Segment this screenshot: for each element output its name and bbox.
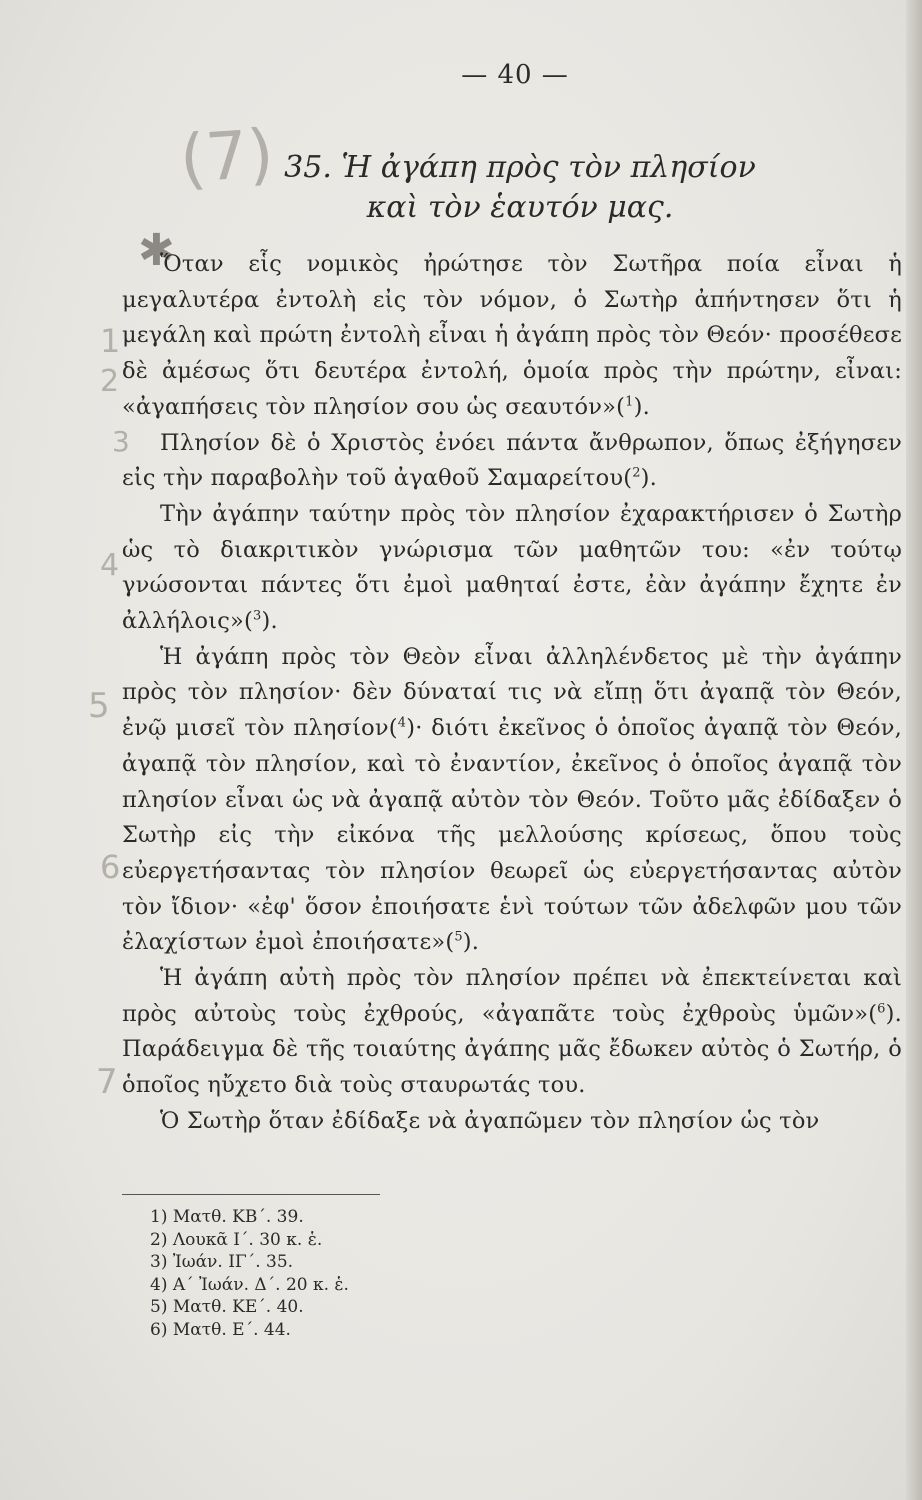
paragraph: Ἡ ἀγάπη πρὸς τὸν Θεὸν εἶναι ἀλληλένδετος μὲ τὴν ἀγάπην πρὸς τὸν πλησίον· δὲν δύναταί τις νὰ εἴπῃ ὅτι ἀγαπᾷ τὸν Θεόν, ἐνῷ μισεῖ τὸν πλησίον($^4$)· διότι ἐκεῖνος ὁ ὁποῖος ἀγαπᾷ τὸν Θεόν, ἀγαπᾷ τὸν πλησίον, καὶ τὸ ἐναντίον, ἐκεῖνος ὁ ὁποῖος ἀγαπᾷ τὸν πλησίον εἶναι ὡς νὰ ἀγαπᾷ αὐτὸν τὸν Θεόν. Τοῦτο μᾶς ἐδίδαξεν ὁ Σωτὴρ εἰς τὴν εἰκόνα τῆς μελλούσης κρίσεως, ὅπου τοὺς εὐεργετήσαντας τὸν πλησίον θεωρεῖ ὡς εὐεργετήσαντας αὐτὸν τὸν ἴδιον· «ἐφ' ὅσον ἐποιήσατε ἑνὶ τούτων τῶν ἀδελφῶν μου τῶν ἐλαχίστων ἐμοὶ ἐποιήσατε»($^5$).	[122, 643, 902, 956]
margin-note: 7	[96, 1062, 118, 1102]
footnote-ref: 5	[454, 929, 463, 945]
section-title-line-2: καὶ τὸν ἑαυτόν μας.	[366, 190, 674, 225]
paragraph-text: .	[270, 608, 278, 635]
footnote-item: 1) Ματθ. ΚΒ΄. 39.	[150, 1207, 304, 1227]
footnote-item: 3) Ἰωάν. ΙΓ΄. 35.	[150, 1252, 294, 1273]
footnote-ref: 2	[632, 465, 641, 481]
paragraph-text: Τὴν ἀγάπην ταύτην πρὸς τὸν πλησίον ἐχαρακτήρισεν ὁ Σωτὴρ ὡς τὸ διακριτικὸν γνώρισμα τῶν μαθητῶν του: «ἐν τούτῳ γνώσονται πάντες ὅτι ἐμοὶ μαθηταί ἐστε, ἐὰν ἀγάπην ἔχητε ἐν ἀλλήλοις»	[122, 500, 902, 635]
paragraph-text: · διότι ἐκεῖνος ὁ ὁποῖος ἀγαπᾷ τὸν Θεόν, ἀγαπᾷ τὸν πλησίον, καὶ τὸ ἐναντίον, ἐκεῖνος ὁ ὁποῖος ἀγαπᾷ τὸν πλησίον εἶναι ὡς νὰ ἀγαπᾷ αὐτὸν τὸν Θεόν. Τοῦτο μᾶς ἐδίδαξεν ὁ Σωτὴρ εἰς τὴν εἰκόνα τῆς μελλούσης κρίσεως, ὅπου τοὺς εὐεργετήσαντας τὸν πλησίον θεωρεῖ ὡς εὐεργετήσαντας αὐτὸν τὸν ἴδιον· «ἐφ' ὅσον ἐποιήσατε ἑνὶ τούτων τῶν ἀδελφῶν μου τῶν ἐλαχίστων ἐμοὶ ἐποιήσατε»	[122, 715, 902, 956]
page-number: — 40 —	[461, 60, 569, 90]
footnote-ref: 3	[252, 608, 262, 624]
paragraph: Ὅταν εἷς νομικὸς ἠρώτησε τὸν Σωτῆρα ποία εἶναι ἡ μεγαλυτέρα ἐντολὴ εἰς τὸν νόμον, ὁ Σωτὴρ ἀπήντησεν ὅτι ἡ μεγάλη καὶ πρώτη ἐντολὴ εἶναι ἡ ἀγάπη πρὸς τὸν Θεόν· προσέθεσε δὲ ἀμέσως ὅτι δευτέρα ἐντολή, ὁμοία πρὸς τὴν πρώτην, εἶναι: «ἀγαπήσεις τὸν πλησίον σου ὡς σεαυτόν»($^1$).	[122, 251, 902, 420]
paragraph: Ἡ ἀγάπη αὐτὴ πρὸς τὸν πλησίον πρέπει νὰ ἐπεκτείνεται καὶ πρὸς αὐτοὺς τοὺς ἐχθρούς, «ἀγαπᾶτε τοὺς ἐχθροὺς ὑμῶν»($^6$). Παράδειγμα δὲ τῆς τοιαύτης ἀγάπης μᾶς ἔδωκεν αὐτὸς ὁ Σωτήρ, ὁ ὁποῖος ηὔχετο διὰ τοὺς σταυρωτάς του.	[122, 965, 902, 1099]
body-text	[122, 247, 902, 1140]
paragraph-text: .	[649, 465, 658, 492]
margin-note: 3	[112, 425, 130, 458]
paragraph-text: .	[642, 393, 650, 420]
page-edge	[906, 0, 922, 1500]
paragraph: Πλησίον δὲ ὁ Χριστὸς ἐνόει πάντα ἄνθρωπον, ὅπως ἐξήγησεν εἰς τὴν παραβολὴν τοῦ ἀγαθοῦ Σαμαρείτου($^2$).	[122, 429, 902, 492]
footnote-ref: 6	[877, 1001, 886, 1017]
footnote-item: 6) Ματθ. Ε΄. 44.	[150, 1319, 291, 1340]
paragraph-text: Πλησίον δὲ ὁ Χριστὸς ἐνόει πάντα ἄνθρωπον, ὅπως ἐξήγησεν εἰς τὴν παραβολὴν τοῦ ἀγαθοῦ Σαμαρείτου	[122, 429, 902, 492]
paragraph	[122, 1104, 902, 1140]
footnote-item: 2) Λουκᾶ Ι΄. 30 κ. ἑ.	[150, 1229, 323, 1250]
margin-note: 5	[88, 686, 110, 726]
footnotes	[150, 1206, 349, 1342]
margin-note: 4	[100, 548, 120, 583]
footnote-item: 4) Α΄ Ἰωάν. Δ΄. 20 κ. ἑ.	[150, 1274, 349, 1295]
paragraph-text: . Παράδειγμα δὲ τῆς τοιαύτης ἀγάπης μᾶς ἔδωκεν αὐτὸς ὁ Σωτήρ, ὁ ὁποῖος ηὔχετο διὰ τοὺς σταυρωτάς του.	[122, 1000, 902, 1099]
paragraph: Τὴν ἀγάπην ταύτην πρὸς τὸν πλησίον ἐχαρακτήρισεν ὁ Σωτὴρ ὡς τὸ διακριτικὸν γνώρισμα τῶν μαθητῶν του: «ἐν τούτῳ γνώσονται πάντες ὅτι ἐμοὶ μαθηταί ἐστε, ἐὰν ἀγάπην ἔχητε ἐν ἀλλήλοις»($^3$).	[122, 500, 902, 635]
paragraph-text: .	[471, 929, 480, 956]
margin-note-star: ✱	[138, 225, 175, 276]
paragraph-text: Ἡ ἀγάπη αὐτὴ πρὸς τὸν πλησίον πρέπει νὰ ἐπεκτείνεται καὶ πρὸς αὐτοὺς τοὺς ἐχθρούς, «ἀγαπᾶτε τοὺς ἐχθροὺς ὑμῶν»	[122, 965, 902, 1027]
footnote-ref: 1	[625, 394, 634, 410]
margin-note-section: (7)	[177, 114, 277, 199]
paragraph-text: Ἡ ἀγάπη πρὸς τὸν Θεὸν εἶναι ἀλληλένδετος μὲ τὴν ἀγάπην πρὸς τὸν πλησίον· δὲν δύναταί τις νὰ εἴπῃ ὅτι ἀγαπᾷ τὸν Θεόν, ἐνῷ μισεῖ τὸν πλησίον	[122, 643, 902, 742]
paragraph-text: Ὅταν εἷς νομικὸς ἠρώτησε τὸν Σωτῆρα ποία εἶναι ἡ μεγαλυτέρα ἐντολὴ εἰς τὸν νόμον, ὁ Σωτὴρ ἀπήντησεν ὅτι ἡ μεγάλη καὶ πρώτη ἐντολὴ εἶναι ἡ ἀγάπη πρὸς τὸν Θεόν· προσέθεσε δὲ ἀμέσως ὅτι δευτέρα ἐντολή, ὁμοία πρὸς τὴν πρώτην, εἶναι: «ἀγαπήσεις τὸν πλησίον σου ὡς σεαυτόν»	[122, 251, 902, 420]
footnote-divider	[122, 1194, 380, 1195]
margin-note: 6	[100, 848, 121, 886]
section-title-line-1: 35. Ἡ ἀγάπη πρὸς τὸν πλησίον	[284, 150, 756, 185]
footnote-ref: 4	[397, 715, 407, 731]
margin-note: 1	[100, 322, 121, 360]
footnote-item: 5) Ματθ. ΚΕ΄. 40.	[150, 1297, 304, 1318]
margin-note: 2	[100, 364, 120, 399]
paragraph-text: Ὁ Σωτὴρ ὅταν ἐδίδαξε νὰ ἀγαπῶμεν τὸν πλησίον ὡς τὸν	[160, 1107, 820, 1134]
